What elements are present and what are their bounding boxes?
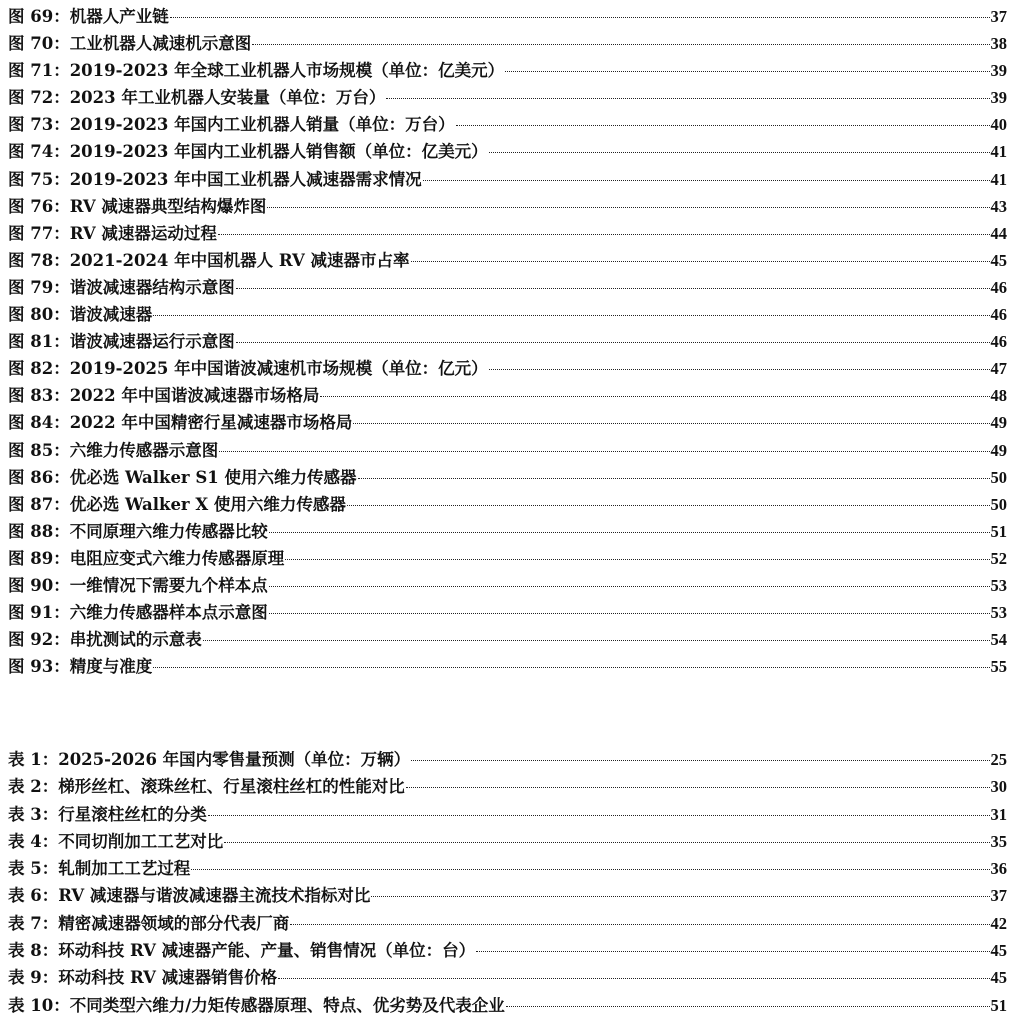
dot-leader (489, 369, 990, 370)
table-entry[interactable] (8, 910, 1007, 937)
figure-entry[interactable] (8, 653, 1007, 680)
figure-entry-page-number: 55 (990, 657, 1007, 677)
figure-entry[interactable] (8, 518, 1007, 545)
figure-entry-page-number: 49 (990, 413, 1007, 433)
dot-leader (278, 978, 989, 979)
figure-entry[interactable] (8, 111, 1007, 138)
figure-entry[interactable] (8, 572, 1007, 599)
figure-entry-page-number: 43 (990, 196, 1007, 216)
dot-leader (456, 125, 990, 126)
table-entry-label: 表 4：不同切削加工工艺对比 (8, 831, 224, 851)
figure-entry-label: 图 80：谐波减速器 (8, 305, 153, 325)
table-entry-label: 表 9：环动科技 RV 减速器销售价格 (8, 968, 278, 988)
table-entry-page-number: 37 (990, 886, 1007, 906)
dot-leader (153, 667, 989, 668)
figure-entry-page-number: 53 (990, 603, 1007, 623)
figure-entry-label: 图 69：机器人产业链 (8, 7, 169, 26)
table-entry-page-number: 36 (990, 859, 1007, 879)
figure-entry-page-number: 50 (990, 467, 1007, 487)
figure-entry[interactable] (8, 464, 1007, 491)
table-entry[interactable] (8, 992, 1007, 1019)
table-entry-label: 表 5：轧制加工工艺过程 (8, 859, 191, 879)
figure-entry-label: 图 81：谐波减速器运行示意图 (8, 332, 235, 352)
figure-entry-page-number: 49 (990, 440, 1007, 460)
figure-entry-page-number: 46 (990, 277, 1007, 297)
table-entry-label: 表 10：不同类型六维力/力矩传感器原理、特点、优劣势及代表企业 (8, 995, 505, 1015)
dot-leader (218, 234, 990, 235)
table-index (8, 746, 1007, 1019)
figure-entry-page-number: 46 (990, 332, 1007, 352)
figure-entry[interactable] (8, 220, 1007, 247)
table-entry-page-number: 51 (990, 995, 1007, 1015)
figure-entry-label: 图 85：六维力传感器示意图 (8, 440, 219, 460)
dot-leader (269, 532, 990, 533)
figure-entry[interactable] (8, 599, 1007, 626)
figure-entry-page-number: 41 (990, 142, 1007, 162)
figure-entry-page-number: 44 (990, 223, 1007, 243)
table-entry-page-number: 25 (990, 750, 1007, 769)
figure-entry[interactable] (8, 301, 1007, 328)
figure-index (8, 3, 1007, 680)
figure-entry[interactable] (8, 437, 1007, 464)
table-entry[interactable] (8, 773, 1007, 800)
table-entry[interactable] (8, 801, 1007, 828)
table-entry-page-number: 35 (990, 831, 1007, 851)
dot-leader (371, 896, 989, 897)
figure-entry-label: 图 92：串扰测试的示意表 (8, 630, 202, 650)
table-entry-page-number: 31 (990, 804, 1007, 824)
table-entry[interactable] (8, 746, 1007, 773)
figure-entry[interactable] (8, 545, 1007, 572)
figure-entry[interactable] (8, 193, 1007, 220)
dot-leader (252, 44, 989, 45)
dot-leader (203, 640, 990, 641)
figure-entry-page-number: 50 (990, 494, 1007, 514)
dot-leader (386, 98, 989, 99)
dot-leader (411, 261, 990, 262)
dot-leader (236, 288, 990, 289)
dot-leader (191, 869, 989, 870)
table-entry-label: 表 1：2025-2026 年国内零售量预测（单位：万辆） (8, 750, 411, 769)
figure-entry-page-number: 40 (990, 115, 1007, 135)
figure-entry-page-number: 52 (990, 548, 1007, 568)
figure-entry[interactable] (8, 30, 1007, 57)
table-entry-page-number: 30 (990, 777, 1007, 797)
dot-leader (423, 180, 990, 181)
figure-entry[interactable] (8, 166, 1007, 193)
dot-leader (476, 951, 989, 952)
figure-entry-page-number: 39 (990, 61, 1007, 81)
figure-entry-label: 图 77：RV 减速器运动过程 (8, 223, 217, 243)
dot-leader (506, 1006, 990, 1007)
table-entry-label: 表 8：环动科技 RV 减速器产能、产量、销售情况（单位：台） (8, 941, 476, 961)
figure-entry-label: 图 91：六维力传感器样本点示意图 (8, 603, 268, 623)
dot-leader (353, 423, 989, 424)
dot-leader (320, 396, 989, 397)
dot-leader (411, 760, 989, 761)
figure-entry-page-number: 45 (990, 250, 1007, 270)
table-entry-page-number: 42 (990, 913, 1007, 933)
figure-entry[interactable] (8, 84, 1007, 111)
figure-entry[interactable] (8, 138, 1007, 165)
figure-entry-label: 图 71：2019-2023 年全球工业机器人市场规模（单位：亿美元） (8, 61, 505, 81)
dot-leader (267, 207, 989, 208)
figure-entry-label: 图 74：2019-2023 年国内工业机器人销售额（单位：亿美元） (8, 142, 488, 162)
dot-leader (505, 71, 989, 72)
table-entry[interactable] (8, 964, 1007, 991)
figure-entry-label: 图 70：工业机器人减速机示意图 (8, 34, 252, 54)
dot-leader (208, 815, 990, 816)
figure-entry-label: 图 87：优必选 Walker X 使用六维力传感器 (8, 494, 346, 514)
table-entry-label: 表 2：梯形丝杠、滚珠丝杠、行星滚柱丝杠的性能对比 (8, 777, 405, 797)
figure-entry-label: 图 93：精度与准度 (8, 657, 153, 677)
dot-leader (290, 924, 989, 925)
figure-entry-page-number: 39 (990, 88, 1007, 108)
figure-entry-label: 图 78：2021-2024 年中国机器人 RV 减速器市占率 (8, 250, 410, 270)
figure-entry[interactable] (8, 3, 1007, 30)
figure-entry[interactable] (8, 274, 1007, 301)
figure-entry-page-number: 47 (990, 359, 1007, 379)
figure-entry-label: 图 73：2019-2023 年国内工业机器人销量（单位：万台） (8, 115, 455, 135)
table-entry[interactable] (8, 855, 1007, 882)
dot-leader (285, 559, 989, 560)
figure-entry-label: 图 89：电阻应变式六维力传感器原理 (8, 548, 285, 568)
figure-entry-page-number: 48 (990, 386, 1007, 406)
dot-leader (358, 478, 990, 479)
dot-leader (406, 787, 990, 788)
figure-entry-label: 图 83：2022 年中国谐波减速器市场格局 (8, 386, 320, 406)
dot-leader (347, 505, 990, 506)
figure-entry[interactable] (8, 328, 1007, 355)
figure-entry-label: 图 86：优必选 Walker S1 使用六维力传感器 (8, 467, 357, 487)
figure-entry[interactable] (8, 409, 1007, 436)
dot-leader (236, 342, 990, 343)
figure-entry-label: 图 84：2022 年中国精密行星减速器市场格局 (8, 413, 353, 433)
figure-entry-label: 图 79：谐波减速器结构示意图 (8, 277, 235, 297)
figure-entry-page-number: 46 (990, 305, 1007, 325)
table-entry[interactable] (8, 937, 1007, 964)
dot-leader (269, 586, 990, 587)
figure-entry[interactable] (8, 57, 1007, 84)
dot-leader (269, 613, 990, 614)
figure-entry[interactable] (8, 626, 1007, 653)
figure-entry-label: 图 75：2019-2023 年中国工业机器人减速器需求情况 (8, 169, 422, 189)
figure-entry-label: 图 72：2023 年工业机器人安装量（单位：万台） (8, 88, 386, 108)
figure-entry-page-number: 41 (990, 169, 1007, 189)
table-entry-page-number: 45 (990, 941, 1007, 961)
figure-entry[interactable] (8, 491, 1007, 518)
dot-leader (219, 451, 989, 452)
figure-entry[interactable] (8, 355, 1007, 382)
dot-leader (224, 842, 989, 843)
table-entry-label: 表 7：精密减速器领域的部分代表厂商 (8, 913, 290, 933)
dot-leader (489, 152, 990, 153)
table-entry[interactable] (8, 828, 1007, 855)
table-entry-label: 表 3：行星滚柱丝杠的分类 (8, 804, 207, 824)
figure-entry-page-number: 54 (990, 630, 1007, 650)
figure-entry-page-number: 51 (990, 521, 1007, 541)
dot-leader (153, 315, 989, 316)
table-entry-page-number: 45 (990, 968, 1007, 988)
figure-entry-label: 图 88：不同原理六维力传感器比较 (8, 521, 268, 541)
figure-entry-label: 图 82：2019-2025 年中国谐波减速机市场规模（单位：亿元） (8, 359, 488, 379)
figure-entry-label: 图 76：RV 减速器典型结构爆炸图 (8, 196, 267, 216)
figure-entry[interactable] (8, 247, 1007, 274)
dot-leader (170, 17, 990, 18)
table-entry-label: 表 6：RV 减速器与谐波减速器主流技术指标对比 (8, 886, 371, 906)
figure-entry-page-number: 37 (990, 7, 1007, 26)
figure-entry[interactable] (8, 382, 1007, 409)
table-entry[interactable] (8, 882, 1007, 909)
figure-entry-label: 图 90：一维情况下需要九个样本点 (8, 575, 268, 595)
figure-entry-page-number: 38 (990, 34, 1007, 54)
figure-entry-page-number: 53 (990, 575, 1007, 595)
